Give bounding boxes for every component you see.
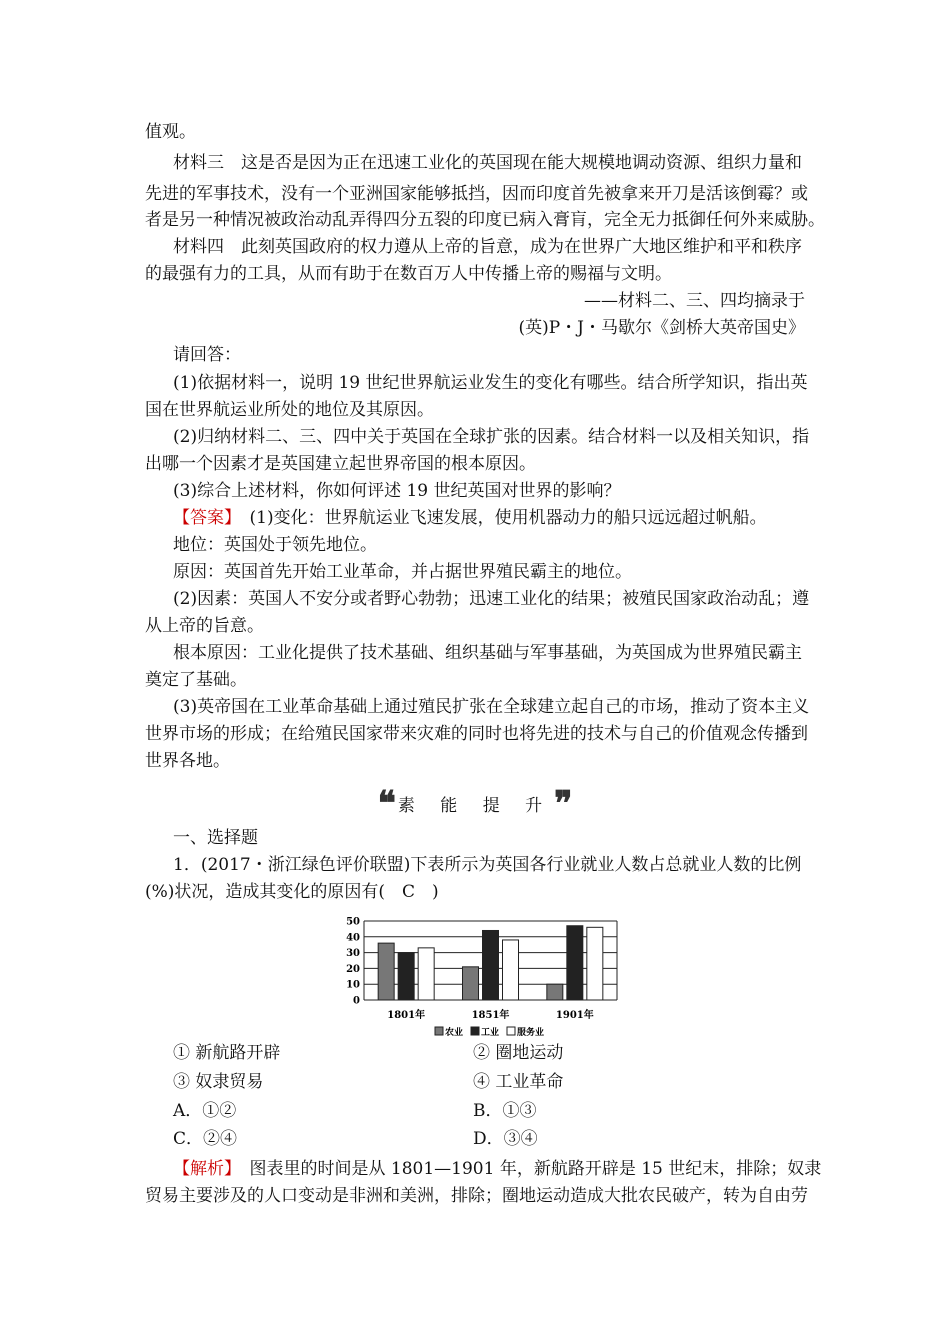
- option-item-2[interactable]: ② 圈地运动: [473, 1043, 564, 1063]
- text-line: 根本原因：工业化提供了技术基础、组织基础与军事基础，为英国成为世界殖民霸主: [173, 643, 802, 663]
- question-3: (3)综合上述材料，你如何评述 19 世纪英国对世界的影响？: [173, 481, 621, 501]
- question-1: (1)依据材料一，说明 19 世纪世界航运业发生的变化有哪些。结合所学知识，指出英: [173, 373, 808, 393]
- legend-label: 农业: [445, 1028, 464, 1038]
- answer-line: [173, 505, 767, 531]
- bar-农业: [463, 967, 479, 1000]
- text-line: 国在世界航运业所处的地位及其原因。: [145, 400, 434, 420]
- analysis-line: [173, 1156, 821, 1182]
- bar-工业: [483, 930, 499, 1000]
- open-quote-icon: ❝: [377, 783, 396, 824]
- legend-label: 工业: [481, 1028, 500, 1038]
- bar-服务业: [587, 927, 603, 1000]
- y-tick-label: 50: [346, 916, 360, 928]
- chart-legend: [435, 1026, 544, 1038]
- text-line: 值观。: [145, 122, 196, 142]
- analysis-label: 【解析】: [173, 1159, 233, 1179]
- bar-工业: [567, 926, 583, 1000]
- choice-c[interactable]: C．②④: [173, 1129, 238, 1149]
- legend-swatch: [435, 1027, 443, 1035]
- text-line: 贸易主要涉及的人口变动是非洲和美洲，排除；圈地运动造成大批农民破产，转为自由劳: [145, 1186, 808, 1206]
- text-line: (3)英帝国在工业革命基础上通过殖民扩张在全球建立起自己的市场，推动了资本主义: [173, 697, 810, 717]
- prompt-label: 请回答：: [173, 345, 241, 365]
- bar-农业: [547, 984, 563, 1000]
- y-tick-label: 20: [346, 963, 360, 975]
- bar-工业: [398, 953, 414, 1000]
- answer-text: (1)变化：世界航运业飞速发展，使用机器动力的船只远远超过帆船。: [232, 508, 767, 528]
- section-banner: [0, 783, 950, 824]
- section-title: 素 能 提 升: [397, 796, 553, 816]
- bar-服务业: [418, 948, 434, 1000]
- bar-农业: [378, 943, 394, 1000]
- citation-source: (英)P・J・马歇尔《剑桥大英帝国史》: [518, 318, 805, 338]
- bar-服务业: [503, 940, 519, 1000]
- text-line: 者是另一种情况被政治动乱弄得四分五裂的印度已病入膏肓，完全无力抵御任何外来威胁。: [145, 210, 825, 230]
- section-heading: 一、选择题: [173, 828, 258, 848]
- y-tick-label: 30: [346, 948, 360, 960]
- legend-swatch: [507, 1027, 515, 1035]
- x-tick-label: 1901年: [555, 1010, 594, 1021]
- choice-a[interactable]: A．①②: [173, 1101, 237, 1121]
- text-line: 奠定了基础。: [145, 670, 247, 690]
- y-tick-label: 0: [353, 995, 360, 1007]
- text-line: 世界市场的形成；在给殖民国家带来灾难的同时也将先进的技术与自己的价值观念传播到: [145, 724, 808, 744]
- text-line: 从上帝的旨意。: [145, 616, 264, 636]
- question-stem-cont: (%)状况，造成其变化的原因有( C ): [145, 882, 439, 902]
- choice-d[interactable]: D．③④: [473, 1129, 538, 1149]
- answer-label: 【答案】: [173, 508, 233, 528]
- option-item-3[interactable]: ③ 奴隶贸易: [173, 1072, 264, 1092]
- text-line: 原因：英国首先开始工业革命，并占据世界殖民霸主的地位。: [173, 562, 632, 582]
- text-line: 地位：英国处于领先地位。: [173, 535, 377, 555]
- option-item-1[interactable]: ① 新航路开辟: [173, 1043, 281, 1063]
- employment-bar-chart: [335, 912, 625, 1042]
- analysis-text: 图表里的时间是从 1801—1901 年，新航路开辟是 15 世纪末，排除；奴隶: [232, 1159, 822, 1179]
- x-tick-label: 1801年: [387, 1010, 426, 1021]
- text-line: 出哪一个因素才是英国建立起世界帝国的根本原因。: [145, 454, 536, 474]
- y-tick-labels: [346, 917, 360, 1007]
- x-tick-label: 1851年: [471, 1010, 510, 1021]
- legend-label: 服务业: [517, 1028, 545, 1038]
- close-quote-icon: ❞: [554, 783, 573, 824]
- text-line: 世界各地。: [145, 751, 230, 771]
- material-three: 材料三 这是否是因为正在迅速工业化的英国现在能大规模地调动资源、组织力量和: [173, 153, 802, 173]
- text-line: (2)因素：英国人不安分或者野心勃勃；迅速工业化的结果；被殖民国家政治动乱；遵: [173, 589, 810, 609]
- question-stem: 1．(2017・浙江绿色评价联盟)下表所示为英国各行业就业人数占总就业人数的比例: [173, 855, 802, 875]
- legend-swatch: [471, 1027, 479, 1035]
- option-item-4[interactable]: ④ 工业革命: [473, 1072, 564, 1092]
- y-tick-label: 10: [346, 979, 360, 991]
- text-line: 先进的军事技术，没有一个亚洲国家能够抵挡，因而印度首先被拿来开刀是活该倒霉？或: [145, 184, 808, 204]
- x-tick-labels: [387, 1008, 594, 1021]
- material-four: 材料四 此刻英国政府的权力遵从上帝的旨意，成为在世界广大地区维护和平和秩序: [173, 237, 802, 257]
- y-tick-label: 40: [346, 932, 360, 944]
- choice-b[interactable]: B．①③: [473, 1101, 537, 1121]
- citation-line: ——材料二、三、四均摘录于: [584, 291, 805, 311]
- question-2: (2)归纳材料二、三、四中关于英国在全球扩张的因素。结合材料一以及相关知识，指: [173, 427, 810, 447]
- text-line: 的最强有力的工具，从而有助于在数百万人中传播上帝的赐福与文明。: [145, 264, 672, 284]
